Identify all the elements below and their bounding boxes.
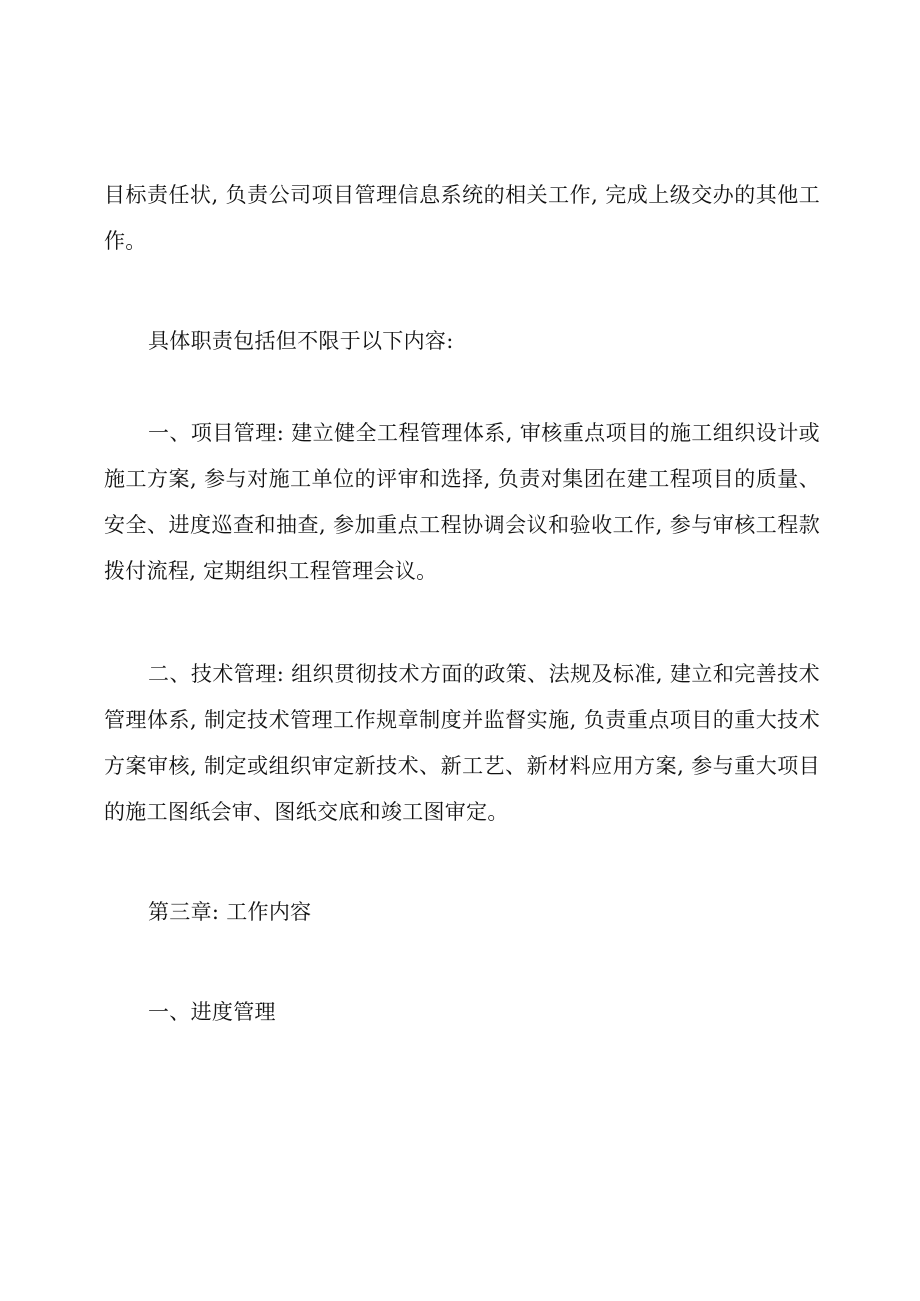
paragraph-project-management: 一、项目管理: 建立健全工程管理体系, 审核重点项目的施工组织设计或施工方案, 参与对施工单位的评审和选择, 负责对集团在建工程项目的质量、安全、进度巡查和抽查, 参加重点工程协调会议和验收工作, 参与审核工程款拨付流程, 定期组织工程管理会议。 [104, 421, 820, 583]
paragraph-technical-management: 二、技术管理: 组织贯彻技术方面的政策、法规及标准, 建立和完善技术管理体系, 制定技术管理工作规章制度并监督实施, 负责重点项目的重大技术方案审核, 制定或组织审定新技术、新工艺、新材料应用方案, 参与重大项目的施工图纸会审、图纸交底和竣工图审定。 [104, 662, 820, 824]
chapter-heading: 第三章: 工作内容 [148, 900, 312, 924]
paragraph-intro: 具体职责包括但不限于以下内容: [148, 329, 454, 353]
section-heading: 一、进度管理 [148, 1000, 276, 1024]
paragraph-continuation: 目标责任状, 负责公司项目管理信息系统的相关工作, 完成上级交办的其他工作。 [104, 183, 820, 253]
